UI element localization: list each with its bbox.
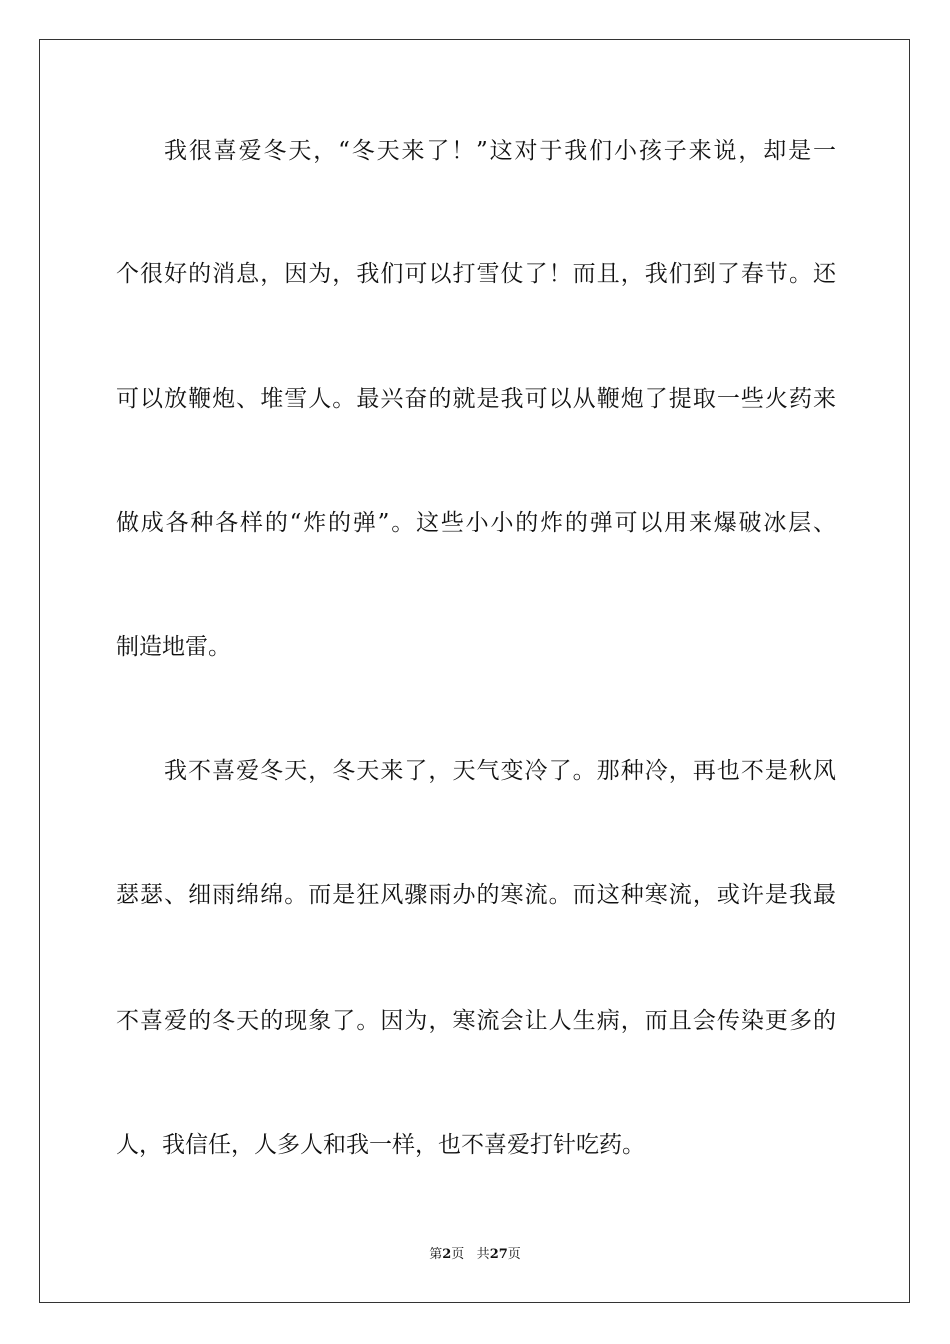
total-prefix: 共 xyxy=(476,1247,490,1262)
total-pages: 27 xyxy=(489,1247,508,1262)
paragraph-line: 可以放鞭炮、堆雪人。最兴奋的就是我可以从鞭炮了提取一些火药来 xyxy=(116,386,836,412)
paragraph-line: 瑟瑟、细雨绵绵。而是狂风骤雨办的寒流。而这种寒流，或许是我最 xyxy=(116,882,836,908)
paragraph-line: 制造地雷。 xyxy=(116,634,231,660)
paragraph-line: 人，我信任，人多人和我一样，也不喜爱打针吃药。 xyxy=(116,1132,645,1158)
paragraph-line: 个很好的消息，因为，我们可以打雪仗了！而且，我们到了春节。还 xyxy=(116,261,836,287)
total-suffix: 页 xyxy=(507,1247,521,1262)
page-prefix: 第 xyxy=(429,1247,443,1262)
paragraph-line: 不喜爱的冬天的现象了。因为，寒流会让人生病，而且会传染更多的 xyxy=(116,1008,836,1034)
page-suffix: 页 xyxy=(451,1247,465,1262)
paragraph-line: 做成各种各样的“炸的弹”。这些小小的炸的弹可以用来爆破冰层、 xyxy=(116,510,836,536)
page-number: 2 xyxy=(442,1247,452,1262)
paragraph-line: 我很喜爱冬天，“冬天来了！”这对于我们小孩子来说，却是一 xyxy=(164,138,836,164)
page-border xyxy=(39,39,910,1303)
paragraph-line: 我不喜爱冬天，冬天来了，天气变冷了。那种冷，再也不是秋风 xyxy=(164,758,836,784)
page-footer xyxy=(0,1246,950,1264)
